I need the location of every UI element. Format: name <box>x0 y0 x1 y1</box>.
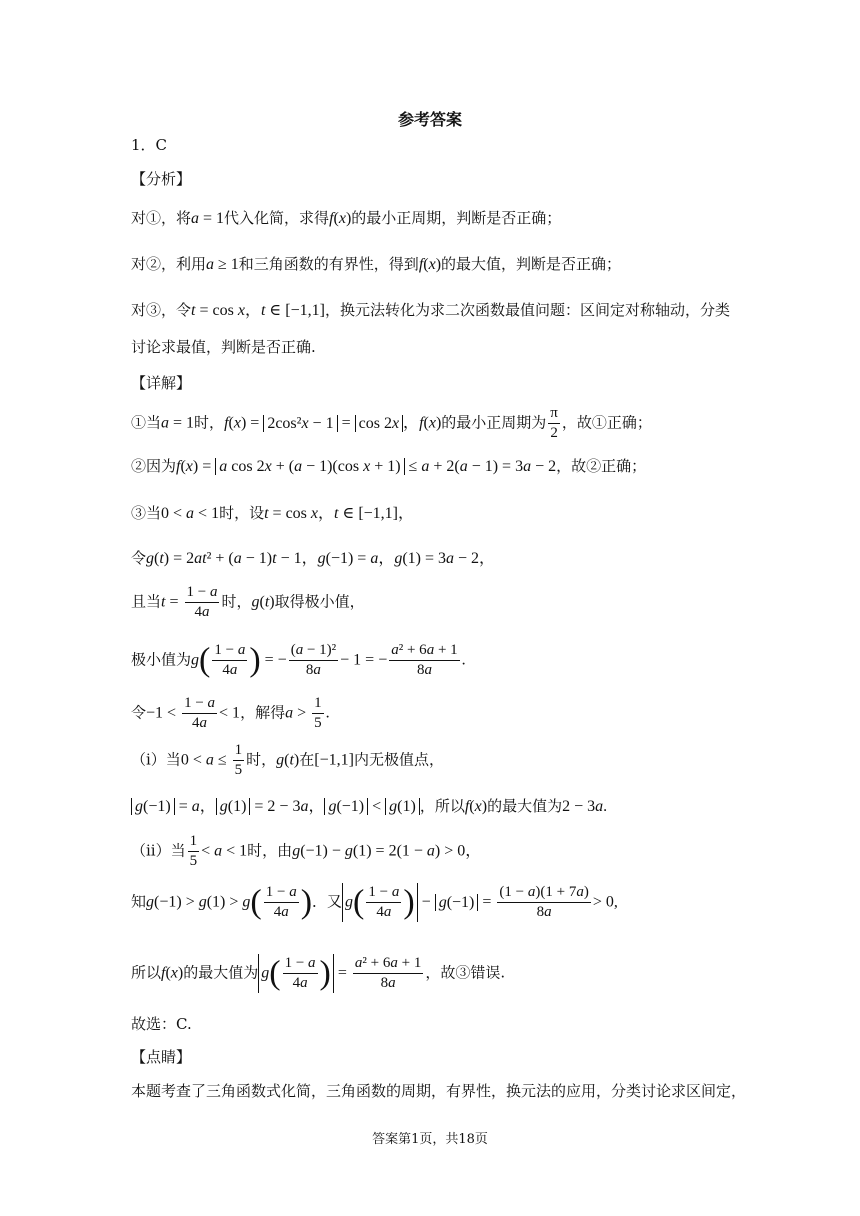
page-footer: 答案第1页，共18页 <box>372 1132 488 1147</box>
detail-line-8: （i）当0 < a ≤ $\frac{1}{5}$ 时，g(t)在[−1,1]内无极值点， <box>131 742 444 778</box>
question-number: 1．C <box>131 136 168 154</box>
detail-line-7: 令−1 < $\frac{1 - a}{4a}$ < 1，解得a > $\frac{1}{5}$ . <box>131 695 330 731</box>
analysis-line-4: 讨论求最值，判断是否正确. <box>131 338 316 356</box>
detail-line-9: g(−1) = a， g(1) = 2 − 3a， g(−1) < g(1) ，所以f(x)的最大值为2 − 3a. <box>131 793 607 816</box>
page-title: 参考答案 <box>397 110 462 129</box>
detail-line-11: 知g(−1) > g(1) > g( $\frac{1 - a}{4a}$ )．又 g( $\frac{1 - a}{4a}$ ) − g(−1) = $\frac{(1 - a)(1 + 7a)}{8a}$ > 0, <box>131 883 618 921</box>
detail-line-6: 极小值为g( $\frac{1 - a}{4a}$ ) = − $\frac{\text{(a − 1)²}}{8a}$ − 1 = − $\frac{\text{a² + 6a + 1}}{8a}$ . <box>131 641 466 679</box>
detail-line-2: ②因为f(x) = a cos 2x + (a − 1)(cos x + 1) ≤ a + 2(a − 1) = 3a − 2，故②正确； <box>131 457 647 475</box>
detail-line-1: ①当a = 1时，f(x) = 2cos²x − 1 = cos 2x ，f(x)的最小正周期为 $\frac{\pi}{2}$ ，故①正确； <box>131 405 652 441</box>
detail-line-5: 且当t = $\frac{1 - a}{4a}$ 时，g(t)取得极小值， <box>131 584 365 620</box>
detail-line-10: （ii）当 $\frac{1}{5}$ < a < 1时，由g(−1) − g(1) = 2(1 − a) > 0， <box>131 833 482 869</box>
comment-text: 本题考查了三角函数式化简，三角函数的周期，有界性，换元法的应用，分类讨论求区间定， <box>131 1082 747 1100</box>
section-comment-heading: 【点睛】 <box>131 1048 192 1066</box>
detail-line-4: 令g(t) = 2at² + (a − 1)t − 1，g(−1) = a，g(1) = 3a − 2， <box>131 549 496 567</box>
analysis-line-2: 对②，利用a ≥ 1和三角函数的有界性，得到f(x)的最大值，判断是否正确； <box>131 255 622 273</box>
choose-answer: 故选：C. <box>131 1015 192 1033</box>
analysis-line-3: 对③，令t = cos x，t ∈ [−1,1]，换元法转化为求二次函数最值问题：区间定对称轴动，分类 <box>131 301 730 319</box>
section-analysis-heading: 【分析】 <box>131 170 192 188</box>
analysis-line-1: 对①，将a = 1代入化简，求得f(x)的最小正周期，判断是否正确； <box>131 209 562 227</box>
section-detail-heading: 【详解】 <box>131 374 192 392</box>
detail-line-3: ③当0 < a < 1时，设t = cos x，t ∈ [−1,1]， <box>131 504 415 522</box>
detail-line-12: 所以f(x)的最大值为 g( $\frac{1 - a}{4a}$ ) = $\frac{\text{a² + 6a + 1}}{8a}$ ，故③错误. <box>131 954 506 992</box>
